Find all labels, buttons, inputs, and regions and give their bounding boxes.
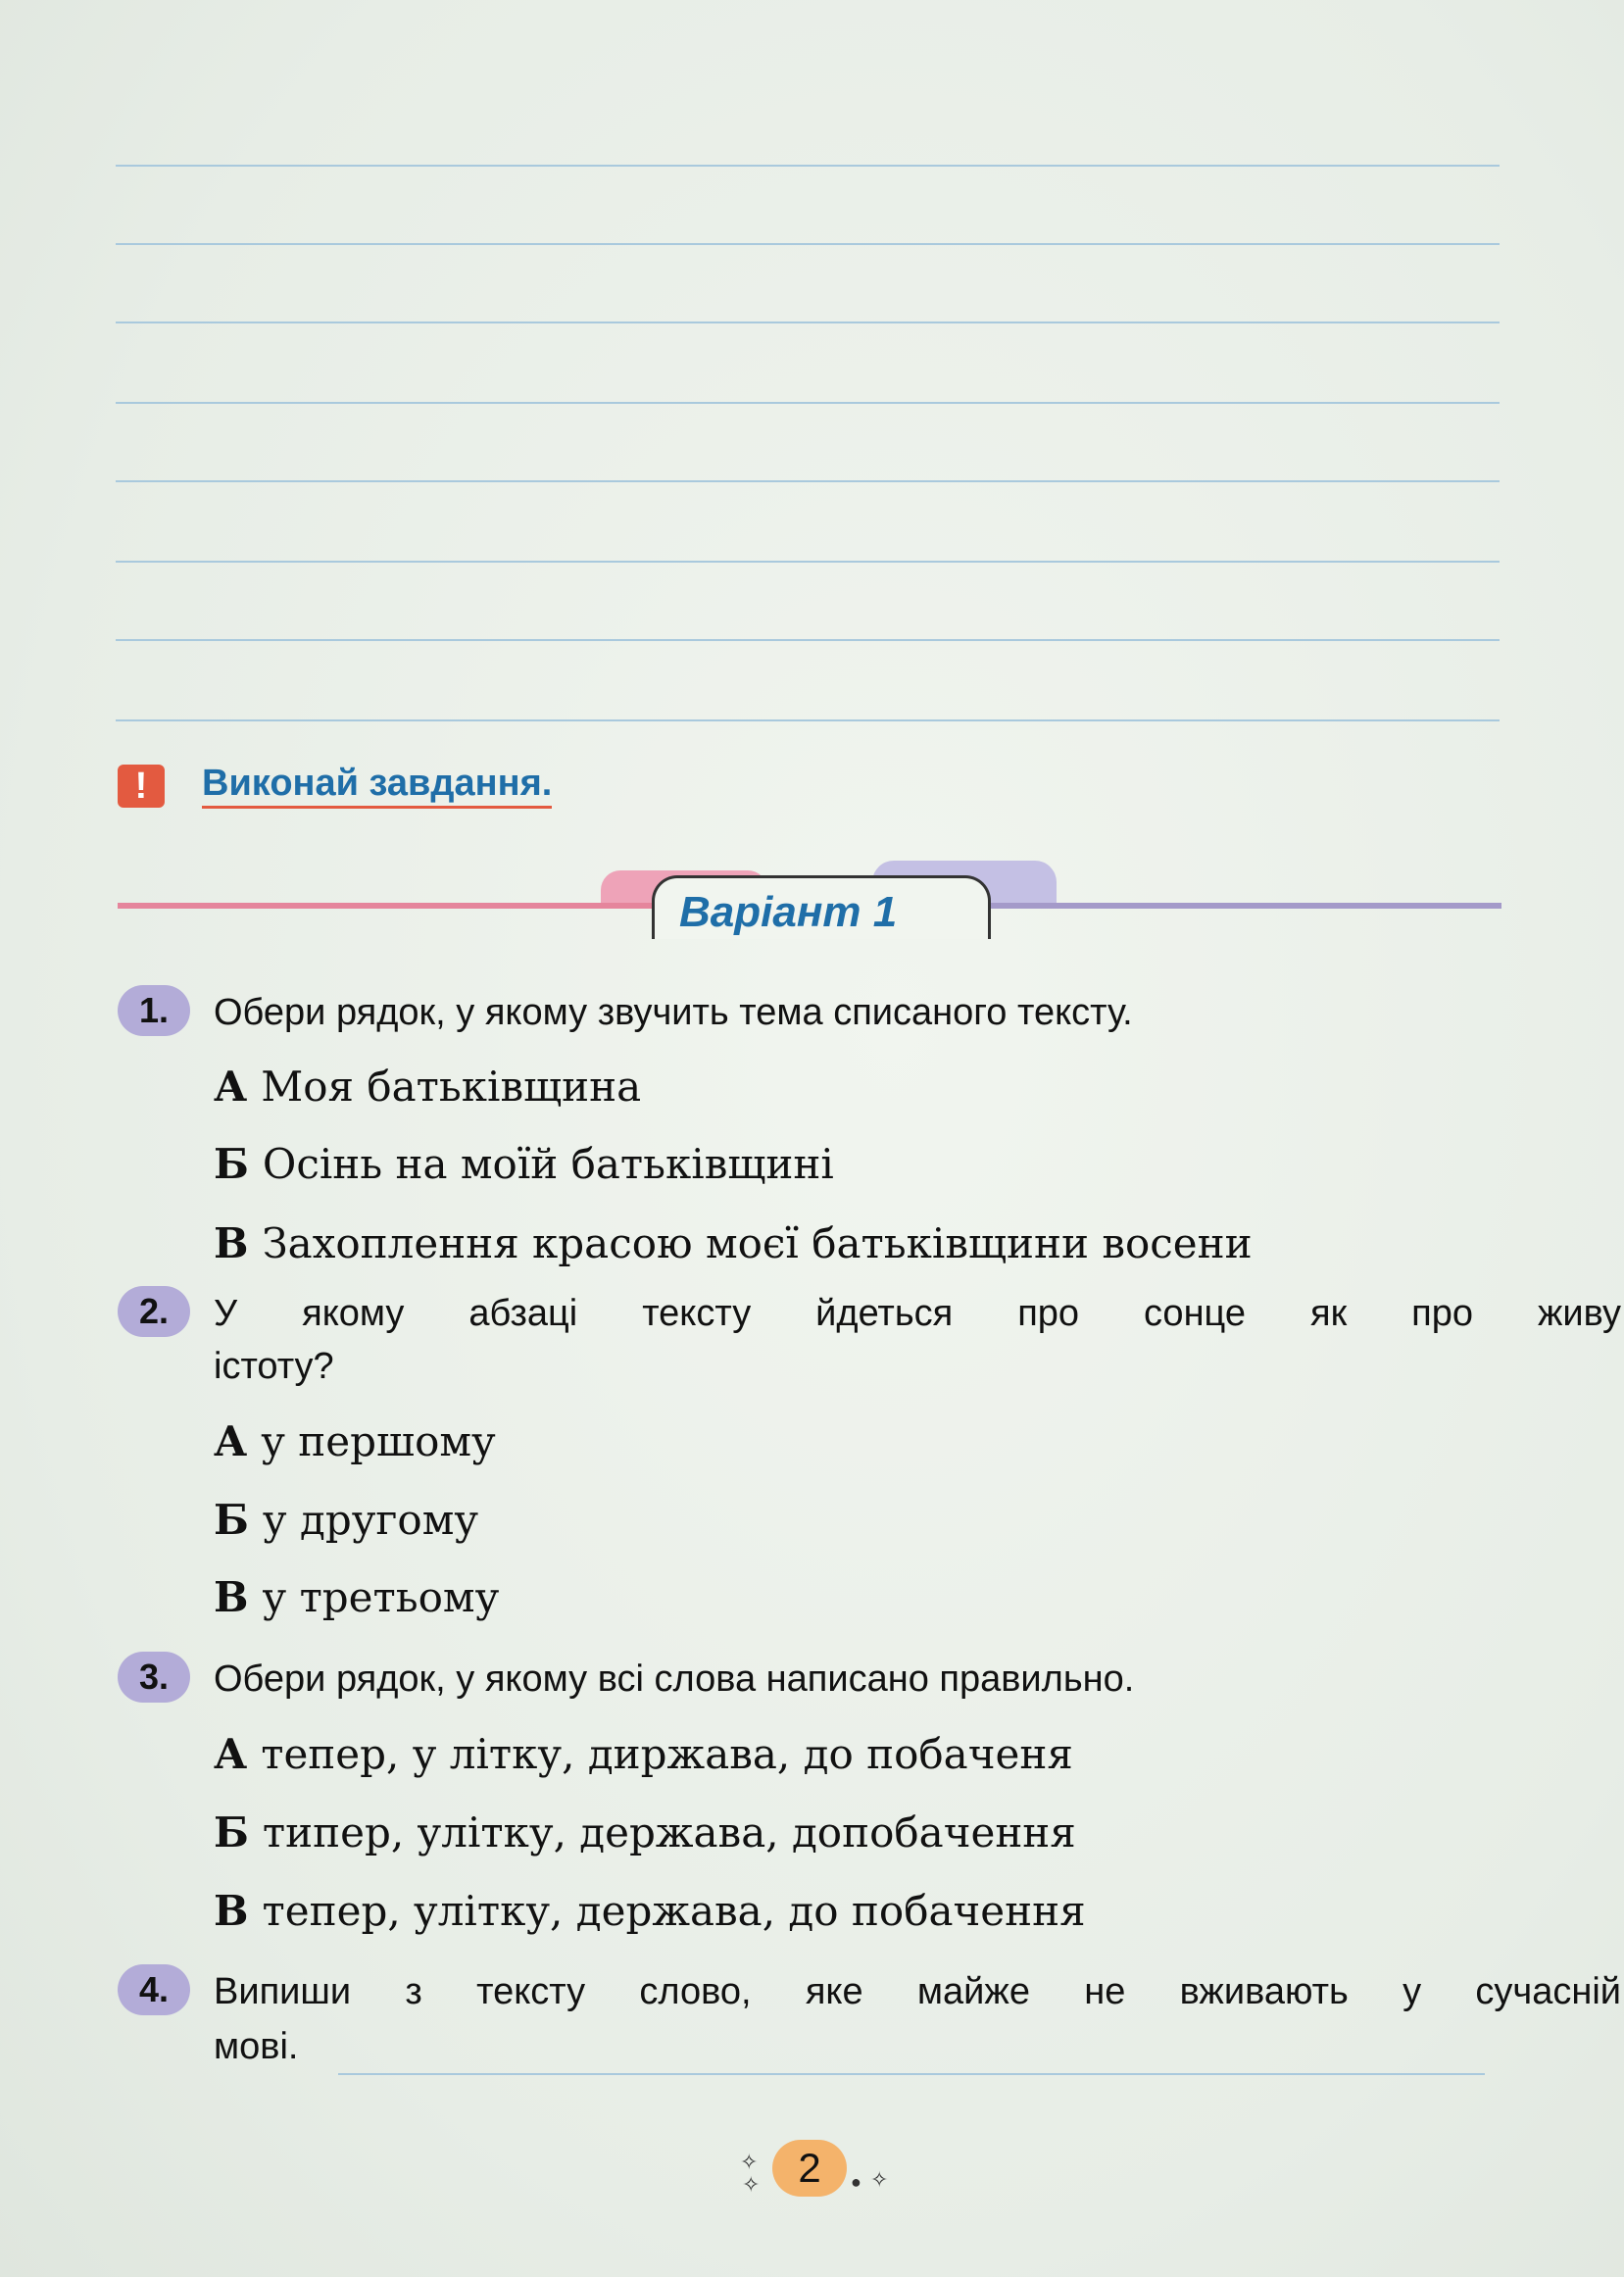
question-text: Обери рядок, у якому всі слова написано правильно. (214, 1658, 1135, 1700)
option-3c[interactable] (214, 1885, 1086, 1938)
writing-line[interactable] (116, 561, 1500, 563)
option-letter: В (214, 1573, 249, 1621)
star-icon: ✧ (742, 2172, 761, 2197)
writing-line[interactable] (116, 480, 1500, 482)
option-letter: А (214, 1063, 248, 1111)
option-text: Моя батьківщина (261, 1063, 642, 1111)
option-3a[interactable] (214, 1728, 1073, 1781)
option-2c[interactable] (214, 1571, 499, 1624)
option-letter: В (214, 1219, 249, 1267)
option-text: тепер, улітку, держава, до побачення (262, 1887, 1086, 1935)
question-number: 1. (118, 985, 190, 1036)
option-letter: Б (214, 1496, 249, 1544)
option-text: тепер, у літку, диржава, до побаченя (261, 1730, 1073, 1778)
option-1b[interactable] (214, 1138, 834, 1191)
writing-line[interactable] (116, 639, 1500, 641)
question-text-line1: У якому абзаці тексту йдеться про сонце як про живу (214, 1293, 1621, 1334)
task-title: Виконай завдання. (202, 763, 552, 809)
question-number: 3. (118, 1652, 190, 1703)
star-icon: ✧ (870, 2167, 889, 2192)
question-text-line2: мові. (214, 2026, 299, 2067)
dot-icon: ● (851, 2172, 861, 2192)
writing-line[interactable] (116, 719, 1500, 721)
variant-label: Варіант 1 (679, 888, 898, 936)
page-number: 2 (772, 2140, 847, 2197)
option-text: у другому (262, 1496, 479, 1544)
option-letter: А (214, 1417, 248, 1465)
option-letter: А (214, 1730, 248, 1778)
exclamation-icon: ! (118, 765, 165, 808)
option-text: Осінь на моїй батьківщині (262, 1140, 834, 1188)
option-3b[interactable] (214, 1807, 1076, 1859)
option-1a[interactable] (214, 1061, 641, 1114)
option-1c[interactable] (214, 1217, 1253, 1270)
writing-line[interactable] (116, 243, 1500, 245)
option-text: у першому (261, 1417, 496, 1465)
question-number: 2. (118, 1286, 190, 1337)
question-text: Обери рядок, у якому звучить тема списаного тексту. (214, 992, 1133, 1033)
option-text: типер, улітку, держава, допобачення (262, 1808, 1076, 1856)
option-letter: В (214, 1887, 249, 1935)
option-letter: Б (214, 1140, 249, 1188)
option-text: Захоплення красою моєї батьківщини восени (262, 1219, 1253, 1267)
question-number: 4. (118, 1964, 190, 2015)
star-icon: ✧ (740, 2150, 759, 2174)
question-text-line1: Випиши з тексту слово, яке майже не вживають у сучасній (214, 1971, 1621, 2012)
option-2a[interactable] (214, 1415, 496, 1468)
option-2b[interactable] (214, 1494, 478, 1547)
writing-line[interactable] (116, 165, 1500, 167)
writing-line[interactable] (116, 402, 1500, 404)
writing-line[interactable] (116, 322, 1500, 323)
option-text: у третьому (262, 1573, 500, 1621)
option-letter: Б (214, 1808, 249, 1856)
answer-field[interactable] (338, 2073, 1485, 2075)
question-text-line2: істоту? (214, 1346, 334, 1387)
